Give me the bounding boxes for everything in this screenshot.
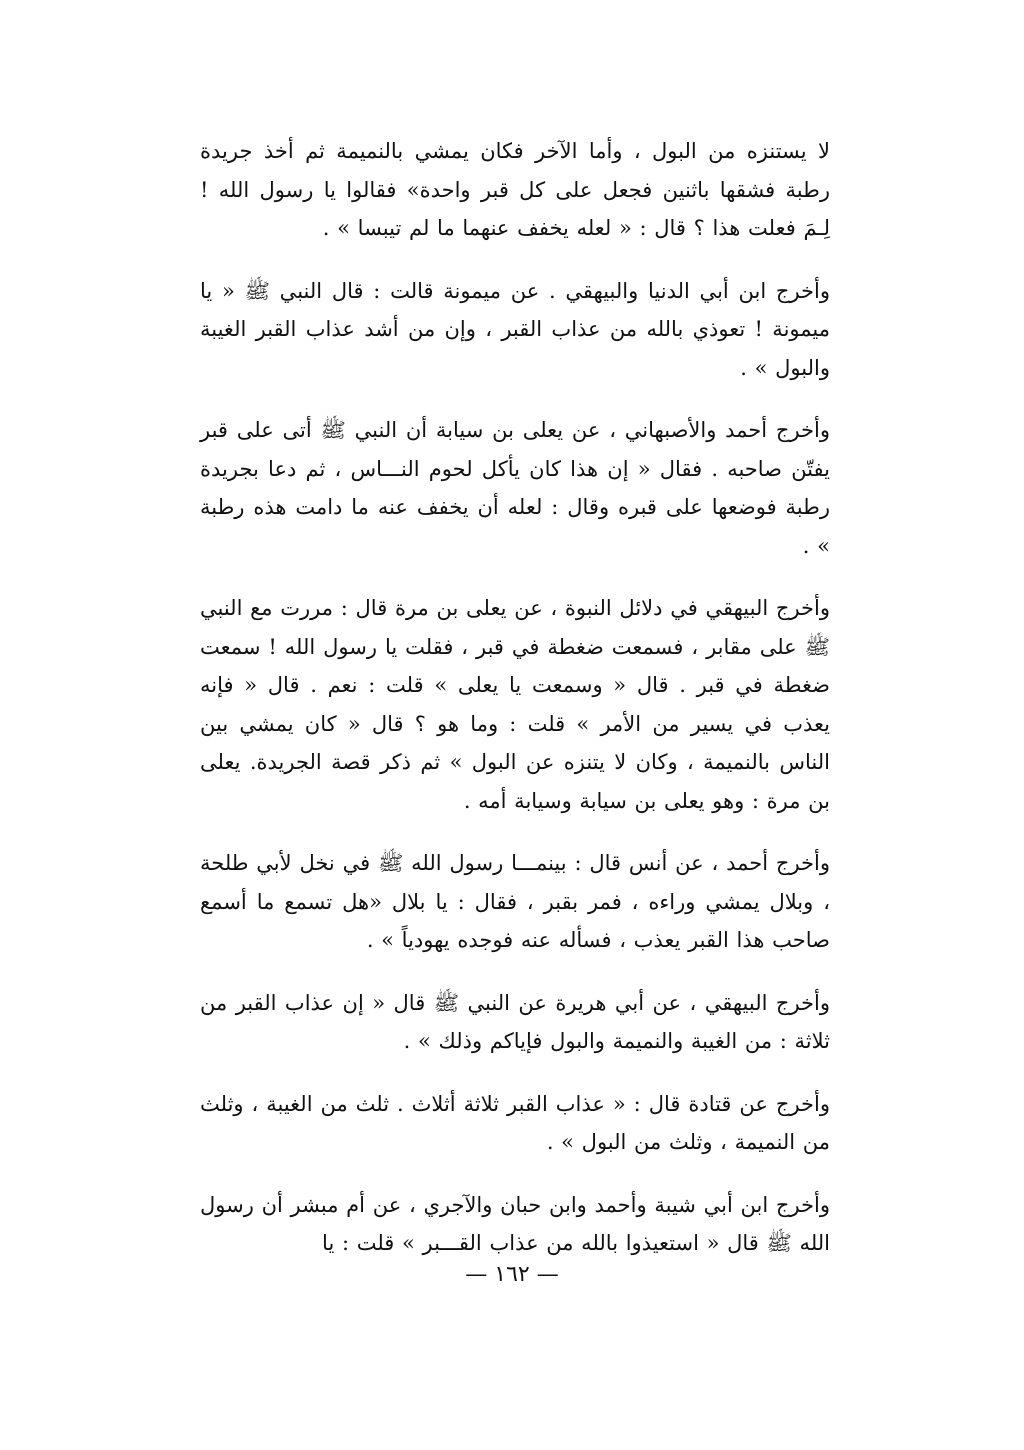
paragraph-4: وأخرج البيهقي في دلائل النبوة ، عن يعلى بن مرة قال : مررت مع النبي ﷺ على مقابر ، فسمعت ضغطة في قبر ، فقلت يا رسول الله ! سمعت ضغطة في قبر . قال « وسمعت يا يعلى » قلت : نعم . قال « فإنه يعذب في يسير من الأمر » قلت : وما هو ؟ قال « كان يمشي بين الناس بالنميمة ، وكان لا يتنزه عن البول » ثم ذكر قصة الجريدة. يعلى بن مرة : وهو يعلى بن سيابة وسيابة أمه . (200, 596, 830, 813)
paragraph-2: وأخرج ابن أبي الدنيا والبيهقي . عن ميمونة قالت : قال النبي ﷺ « يا ميمونة ! تعوذي بالله من عذاب القبر ، وإن من أشد عذاب القبر الغيبة والبول » . (200, 278, 830, 380)
paragraph-3: وأخرج أحمد والأصبهاني ، عن يعلى بن سيابة أن النبي ﷺ أتى على قبر يفتّن صاحبه . فقال « إن هذا كان يأكل لحوم النـــاس ، ثم دعا بجريدة رطبة فوضعها على قبره وقال : لعله أن يخفف عنه ما دامت هذه رطبة » . (200, 418, 830, 558)
page-body (200, 132, 830, 1287)
paragraph-5: وأخرج أحمد ، عن أنس قال : بينمـــا رسول الله ﷺ في نخل لأبي طلحة ، وبلال يمشي وراءه ، فمر بقبر ، فقال : يا بلال «هل تسمع ما أسمع صاحب هذا القبر يعذب ، فسأله عنه فوجده يهودياً » . (200, 851, 830, 952)
paragraph-8: وأخرج ابن أبي شيبة وأحمد وابن حبان والآجري ، عن أم مبشر أن رسول الله ﷺ قال « استعيذوا بالله من عذاب القـــبر » قلت : يا (200, 1192, 830, 1255)
paragraph-6: وأخرج البيهقي ، عن أبي هريرة عن النبي ﷺ قال « إن عذاب القبر من ثلاثة : من الغيبة والنميمة والبول فإياكم وذلك » . (200, 990, 830, 1053)
paragraph-1: لا يستنزه من البول ، وأما الآخر فكان يمشي بالنميمة ثم أخذ جريدة رطبة فشقها باثنين فجعل على كل قبر واحدة» فقالوا يا رسول الله ! لِـمَ فعلت هذا ؟ قال : « لعله يخفف عنهما ما لم تيبسا » . (200, 139, 830, 240)
page-number: — ١٦٢ — (465, 1262, 559, 1287)
paragraph-7: وأخرج عن قتادة قال : « عذاب القبر ثلاثة أثلاث . ثلث من الغيبة ، وثلث من النميمة ، وثلث من البول » . (200, 1091, 830, 1154)
